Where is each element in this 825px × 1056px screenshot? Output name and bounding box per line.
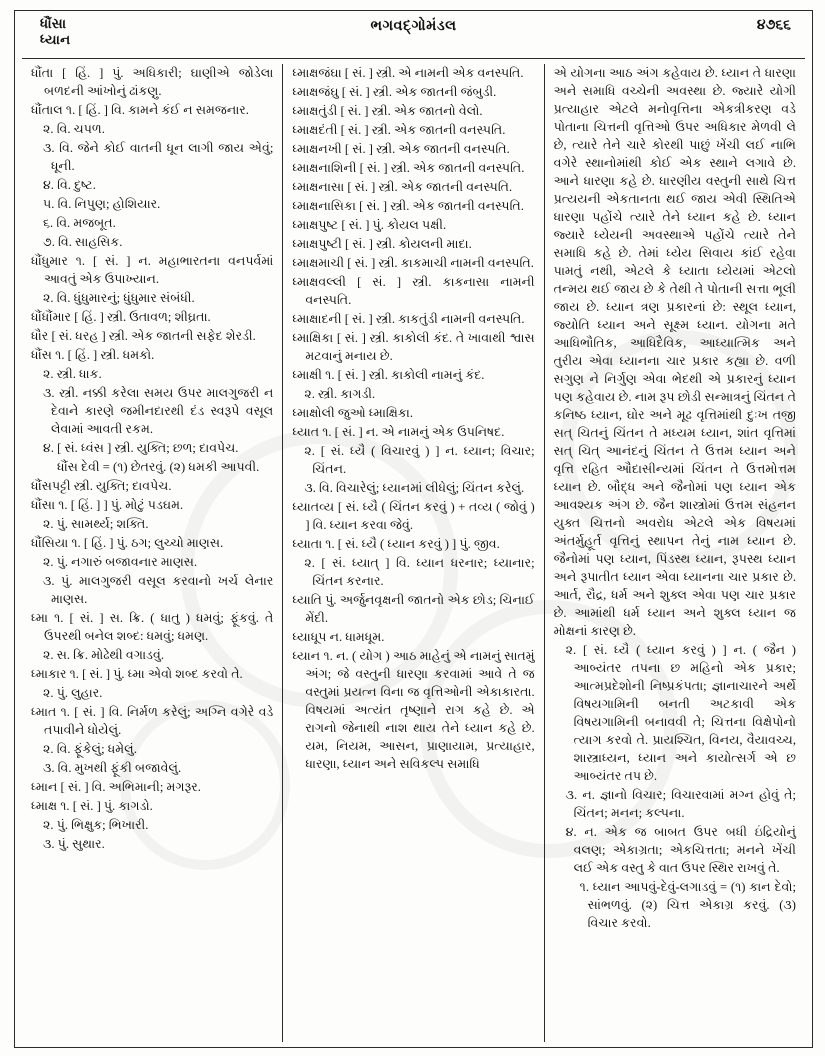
dictionary-sense: ૪. વિ. દુષ્ટ.	[43, 178, 96, 192]
dictionary-entry: ધ્માક્ષદંતી [ સં. ] સ્ત્રી. એક જાતની વનસ્પતિ.	[292, 123, 506, 137]
page-title: ભગવદ્ગોમંડલ	[370, 18, 457, 34]
dictionary-entry: ધૌર [ સં. ધરહ ] સ્ત્રી. એક જાતની સફેદ શેરડી.	[31, 329, 256, 343]
dictionary-sense: ૨. સ્ત્રી. ધાક.	[43, 367, 102, 381]
dictionary-entry: ધૌંસિયા ૧. [ હિં. ] પું. ઠગ; લુચ્ચો માણસ.	[31, 536, 224, 550]
dictionary-sense: ૨. વિ. ધુંધુમારનું; ધુંધુમાર સંબંધી.	[43, 291, 195, 305]
dictionary-sense: ૬. વિ. મજબૂત.	[43, 216, 116, 230]
dictionary-sense: ૨. પું. નગારું બજાવનાર માણસ.	[43, 555, 198, 569]
page-header	[22, 16, 805, 56]
dictionary-sense: ૩. પું. સુથાર.	[43, 837, 105, 851]
dictionary-sense: ૨. પું. ભિક્ષુક; ભિખારી.	[43, 818, 149, 832]
dictionary-entry: ધૌંતાલ ૧. [ હિં. ] વિ. કામને કંઈ ન સમજનાર.	[31, 103, 249, 117]
dictionary-entry: ધૌંસ ૧. [ હિં. ] સ્ત્રી. ધમકો.	[31, 348, 155, 362]
dictionary-entry: ધ્યાધૂપ ન. ધામધૂમ.	[292, 630, 385, 644]
dictionary-entry: ધ્માક્ષનાસિકા [ સં. ] સ્ત્રી. એક જાતની વનસ્પતિ.	[292, 199, 524, 213]
header-guide-word-second: ધ્યાન	[40, 32, 71, 48]
dictionary-entry: ધ્માક્ષાદની [ સં. ] સ્ત્રી. કાકતુંડી નામની વનસ્પતિ.	[292, 312, 525, 326]
dictionary-entry: ધૌંસા ૧. [ હિં. ] ] પું. મોટું પડઘમ.	[31, 498, 184, 512]
dictionary-entry: ધ્માક્ષનાશિની [ સં. ] સ્ત્રી. એક જાતની વનસ્પતિ.	[292, 161, 525, 175]
page-number: ૪૭૬૬	[756, 18, 791, 33]
dictionary-entry: ધ્યાતા ૧. [ સં. ધ્યૈ ( ધ્યાન કરવું ) ] પું. જીવ.	[292, 537, 500, 551]
dictionary-sense: ૨. [ સં. ધ્યૈ ( વિચારવું ) ] ન. ધ્યાન; વિચાર; ચિંતન.	[304, 444, 535, 476]
dictionary-entry: ધ્યાતવ્ય [ સં. ધ્યૈ ( ચિંતન કરવું ) + તવ્ય ( જોવું ) ] વિ. ધ્યાન કરવા જેવું.	[292, 500, 535, 532]
dictionary-sense: ૨. [ સં. ધ્યૈ ( ધ્યાન કરવું ) ] ન. ( જૈન ) આબ્યંતર તપના છ મહિનો એક પ્રકાર; આત્મપ્રદેશોની નિષ્પ્રકંપતા; જ્ઞાનાચારને અર્થે વિષયગામિની બનતી અટકાવી એક વિષયગામિની બનાવવી તે; ચિત્તના વિક્ષેપોનો ત્યાગ કરવો તે. પ્રાયશ્ચિત, વિનય, વૈયાવચ્ચ, શાસ્ત્રાધ્યન, ધ્યાન અને કાયોત્સર્ગ એ છ આબ્યંતર તપ છે.	[565, 643, 796, 783]
dictionary-entry: ધૌંસપટ્ટી સ્ત્રી. યુક્તિ; દાવપેચ.	[31, 479, 172, 493]
dictionary-entry: ધ્માન [ સં. ] વિ. અભિમાની; મગરૂર.	[31, 780, 201, 794]
dictionary-sense: ૨. વિ. ચપળ.	[43, 122, 105, 136]
dictionary-entry: ધ્માક્ષિકા [ સં. ] સ્ત્રી. કાકોલી કંદ. તે ખાવાથી શ્વાસ મટવાનું મનાય છે.	[292, 331, 535, 363]
dictionary-entry: ધ્માત ૧. [ સં. ] વિ. નિર્મળ કરેલું; અગ્નિ વગેરે વડે તપાવીને ધોયેલું.	[31, 705, 274, 737]
dictionary-entry: ધ્માક્ષપુષ્ટ [ સં. ] પું. કોયલ પક્ષી.	[292, 218, 447, 232]
header-divider	[22, 58, 805, 59]
dictionary-entry: ધ્માક્ષતુંડી [ સં. ] સ્ત્રી. એક જાતનો વેલો.	[292, 104, 483, 118]
dictionary-sense: ધૌંસ દેવી = (૧) છેતરવું. (૨) ધમકી આપવી.	[57, 460, 260, 474]
dictionary-sense: ૨. વિ. ફૂંકેલું; ધમેલું.	[43, 742, 137, 756]
dictionary-sense: ૪. ન. એક જ બાબત ઉપર બધી ઇંદ્રિયોનું વલણ; એકાગ્રતા; એકચિત્તતા; મનને ખેંચી લઈ એક વસ્તુ કે વાત ઉપર સ્થિર રાખવું તે.	[565, 825, 796, 875]
dictionary-sense: ૭. વિ. સાહસિક.	[43, 235, 123, 249]
dictionary-sense: ૧. ધ્યાન આપવું-દેવું-લગાડવું = (૧) કાન દેવો; સાંભળવું. (૨) ચિત્ત એકાગ્ર કરવું. (૩) વિચાર કરવો.	[579, 880, 796, 930]
dictionary-entry: ધ્માક્ષી ૧. [ સં. ] સ્ત્રી. કાકોલી નામનું કંદ.	[292, 368, 485, 382]
text-columns	[22, 64, 805, 1042]
dictionary-entry: ધૌંતા [ હિં. ] પું. અધિકારી; ઘાણીએ જોડેલા બળદની આંખોનું ઢાંકણુ.	[31, 66, 274, 98]
dictionary-sense: ૨. સ્ત્રી. કાગડી.	[304, 387, 376, 401]
header-guide-word-first: ધૌંસા	[40, 16, 67, 31]
dictionary-entry: ધ્માક્ષપુષ્ટી [ સં. ] સ્ત્રી. કોયલની માદા.	[292, 237, 472, 251]
dictionary-entry: ધ્માક્ષજંઘુ [ સં. ] સ્ત્રી. એક જાતની જંબુડી.	[292, 85, 497, 99]
dictionary-sense: ૫. વિ. નિપુણ; હોશિયાર.	[43, 197, 161, 211]
dictionary-entry: ધ્માકાર ૧. [ સં. ] પું. ધ્મા એવો શબ્દ કરવો તે.	[31, 667, 243, 681]
dictionary-sense: એ યોગના આઠ અંગ કહેવાય છે. ધ્યાન તે ધારણા અને સમાધિ વચ્ચેની અવસ્થા છે. જ્યારે યોગી પ્રત્યાહાર એટલે મનોવૃત્તિના એકત્રીકરણ વડે પોતાના ચિત્તની વૃત્તિઓ ઉપર અધિકાર મેળવી લે છે, ત્યારે તેને ચારે કોરથી પાછું ખેંચી લઈ નાભિ વગેરે સ્થાનોમાંથી કોઈ એક સ્થાને લગાવે છે. આને ધારણા કહે છે. ધારણીય વસ્તુની સાથે ચિત્ત પ્રત્યયની એકતાનતા થઈ જાય એવી સ્થિતિએ ધારણા પહોંચે ત્યારે તેને ધ્યાન કહે છે. ધ્યાન જ્યારે ધ્યેયની અવસ્થાએ પહોંચે ત્યારે તેને સમાધિ કહે છે. તેમાં ધ્યેય સિવાય કાંઈ રહેવા પામતું નથી, એટલે કે ધ્યાતા ધ્યેયમાં એટલો તન્મય થઈ જાય છે કે તેથી તે પોતાની સત્તા ભૂલી જાય છે. ધ્યાન ત્રણ પ્રકારનાં છે: સ્થૂલ ધ્યાન, જ્યોતિ ધ્યાન અને સૂક્ષ્મ ધ્યાન. યોગના મતે આધિભૌતિક, આધિદૈવિક, આધ્યાત્મિક અને તુરીય એવા ધ્યાનના ચાર પ્રકાર કહ્યા છે. વળી સગુણ ને નિર્ગુણ એવા ભેદથી એ પ્રકારનું ધ્યાન પણ કહેવાય છે. નામ રૂપ છોડી સન્માત્રનું ચિંતન તે કનિષ્ઠ ધ્યાન, ઘોર અને મૂઢ વૃત્તિમાંથી દુઃખ તજી સત્ ચિતનું ચિંતન તે મધ્યમ ધ્યાન, શાંત વૃત્તિમાં સત્ ચિત્ આનંદનું ચિંતન તે ઉત્તમ ધ્યાન અને વૃત્તિ રહિત ઔદાસીન્યમાં ચિંતન તે ઉત્તમોત્તમ ધ્યાન છે. બૌદ્ધ અને જૈનોમાં પણ ધ્યાન એક આવશ્યક અંગ છે. જૈન શાસ્ત્રોમાં ઉત્તમ સંહનન યુક્ત ચિત્તનો અવરોધ એટલે એક વિષયમાં અંતર્મુહૂર્ત વૃત્તિનું સ્થાપન તેનું નામ ધ્યાન છે. જૈનોમાં પણ ધ્યાન, પિંડસ્થ ધ્યાન, રૂપસ્થ ધ્યાન અને રૂપાતીત ધ્યાન એવા ધ્યાનના ચાર પ્રકાર છે. આર્ત, રૌદ્ર, ધર્મ અને શુક્લ એવા પણ ચાર પ્રકાર છે. આમાંથી ધર્મ ધ્યાન અને શુક્લ ધ્યાન જ મોક્ષનાં કારણ છે.	[553, 66, 796, 638]
dictionary-entry: ધ્યાતિ પું. અર્જુનવૃક્ષની જાતનો એક છોડ; ચિનાઈ મેંદી.	[292, 593, 535, 625]
column-middle-body	[292, 64, 534, 773]
dictionary-entry: ધ્યાન ૧. ન. ( યોગ ) આઠ માહેનું એ નામનું સાતમું અંગ; જે વસ્તુની ધારણા કરવામાં આવે તે જ વસ્તુમાં પ્રયત્ન વિના જ વૃત્તિઓની એકાકારતા. વિષયમાં અત્યંત તૃષ્ણાને રાગ કહે છે. એ રાગનો જેનાથી નાશ થાય તેને ધ્યાન કહે છે. યમ, નિયમ, આસન, પ્રાણાયામ, પ્રત્યાહાર, ધારણા, ધ્યાન અને સવિકલ્પ સમાધિ	[292, 649, 535, 771]
dictionary-sense: ૩. વિ. વિચારેલું; ધ્યાનમાં લીધેલું; ચિંતન કરેલું.	[304, 481, 525, 495]
column-left-body	[31, 64, 273, 853]
dictionary-entry: ધૌંધૌંમાર [ હિં. ] સ્ત્રી. ઉતાવળ; શીઘ્રતા.	[31, 310, 211, 324]
column-middle	[282, 64, 543, 1042]
dictionary-sense: ૪. [ સં. ધ્વંસ ] સ્ત્રી. યુક્તિ; છળ; દાવપેચ.	[43, 441, 239, 455]
dictionary-entry: ધ્મા ૧. [ સં. ] સ. ક્રિ. ( ધાતુ ) ધમવું; ફૂંકવું. તે ઉપરથી બનેલ શબ્દ: ધમવું; ધમણ.	[31, 611, 274, 643]
dictionary-sense: ૩. પું. માલગુજરી વસૂલ કરવાનો ખર્ચ લેનાર માણસ.	[43, 574, 274, 606]
dictionary-sense: ૩. વિ. જેને કોઈ વાતની ધૂન લાગી જાય એવું; ધૂની.	[43, 141, 274, 173]
dictionary-sense: ૨. સ. ક્રિ. મોઢેથી વગાડવું.	[43, 648, 164, 662]
dictionary-sense: ૨. પું. સામર્થ્ય; શક્તિ.	[43, 517, 149, 531]
dictionary-entry: ધ્માક્ષ ૧. [ સં. ] પું. કાગડો.	[31, 799, 153, 813]
dictionary-entry: ધૌંધુમાર ૧. [ સં. ] ન. મહાભારતના વનપર્વમાં આવતું એક ઉપાખ્યાન.	[31, 254, 274, 286]
column-right-body	[554, 64, 796, 932]
dictionary-entry: ધ્માક્ષમાચી [ સં. ] સ્ત્રી. કાકમાચી નામની વનસ્પતિ.	[292, 256, 534, 270]
dictionary-entry: ધ્યાત ૧. [ સં. ] ન. એ નામનું એક ઉપનિષદ.	[292, 425, 505, 439]
dictionary-entry: ધ્માક્ષજંઘા [ સં. ] સ્ત્રી. એ નામની એક વનસ્પતિ.	[292, 66, 524, 80]
dictionary-sense: ૩. સ્ત્રી. નક્કી કરેલા સમય ઉપર માલગુજરી ન દેવાને કારણે જમીનદારથી દંડ સ્વરૂપે વસૂલ લેવામાં આવતી રકમ.	[43, 386, 274, 436]
column-right	[544, 64, 805, 1042]
column-left	[22, 64, 282, 1042]
dictionary-entry: ધ્માક્ષોલી જુઓ ધ્માક્ષિકા.	[292, 406, 414, 420]
dictionary-entry: ધ્માક્ષવલ્લી [ સં. ] સ્ત્રી. કાકનાસા નામની વનસ્પતિ.	[292, 275, 535, 307]
dictionary-sense: ૨. [ સં. ધ્યાત્ ] વિ. ધ્યાન ધરનાર; ધ્યાનાર; ચિંતન કરનાર.	[304, 556, 535, 588]
dictionary-sense: ૨. પું. લુહાર.	[43, 686, 103, 700]
dictionary-sense: ૩. ન. જ્ઞાનો વિચાર; વિચારવામાં મગ્ન હોવું તે; ચિંતન; મનન; કલ્પના.	[565, 788, 796, 820]
dictionary-entry: ધ્માક્ષનાસા [ સં. ] સ્ત્રી. એક જાતની વનસ્પતિ.	[292, 180, 513, 194]
dictionary-sense: ૩. વિ. મુખથી ફૂંકી બજાવેલું.	[43, 761, 182, 775]
dictionary-entry: ધ્માક્ષનખી [ સં. ] સ્ત્રી. એક જાતની વનસ્પતિ.	[292, 142, 510, 156]
